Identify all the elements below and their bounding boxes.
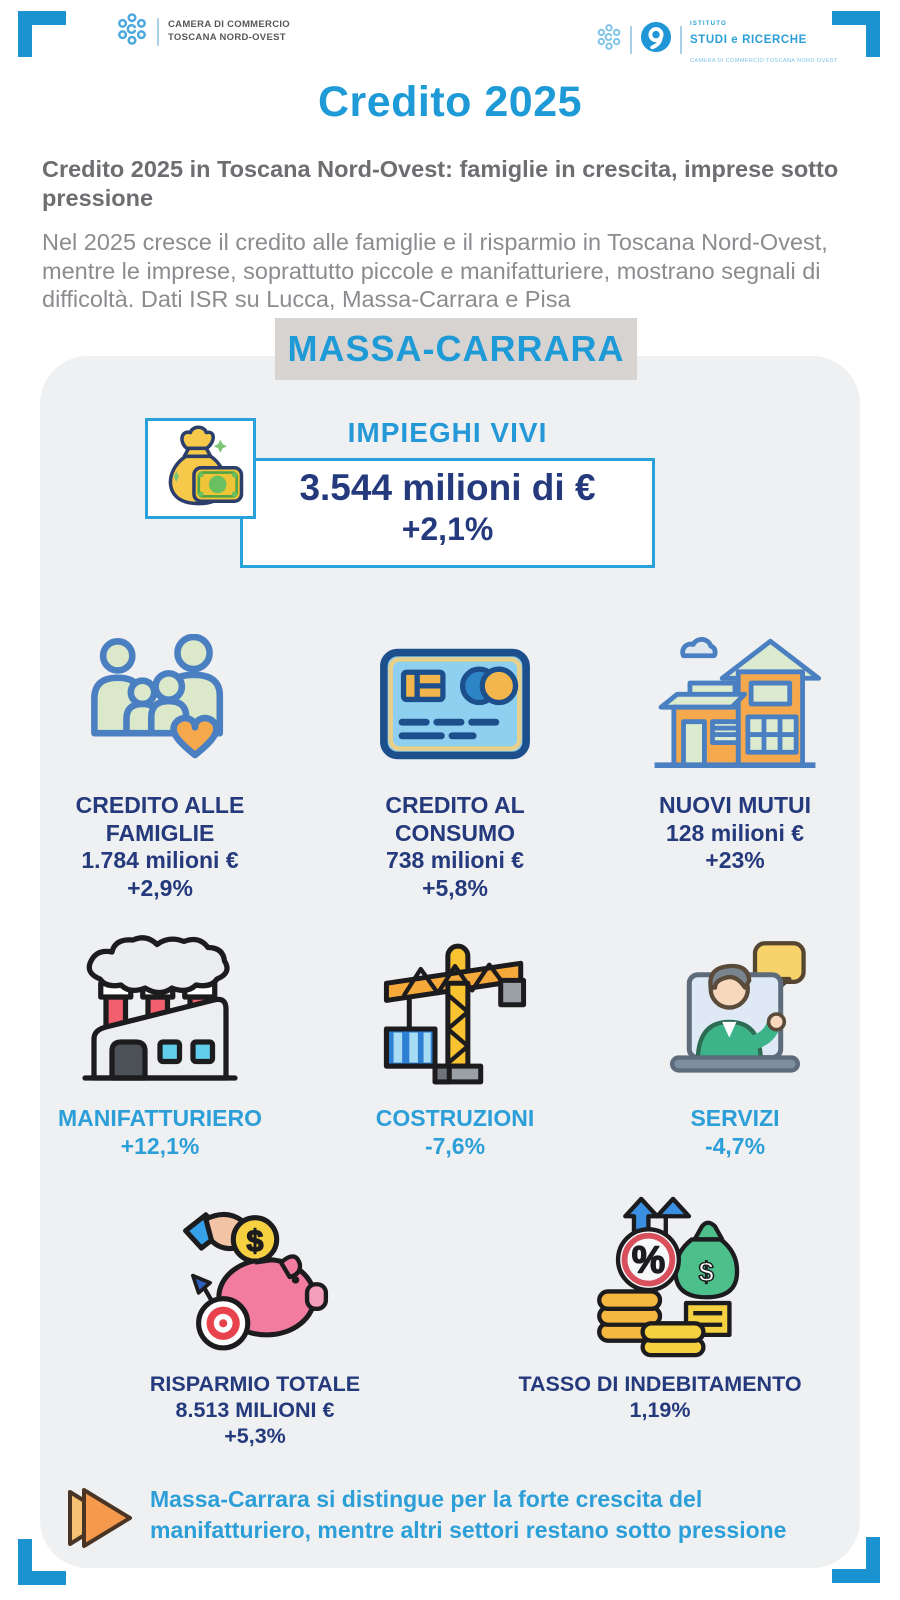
hero-value-box [240, 458, 655, 568]
piggy-bank-icon [95, 1192, 415, 1362]
logo-divider [680, 26, 682, 54]
money-bag-icon [157, 422, 245, 515]
stat-credito-consumo [330, 630, 580, 902]
debt-rate-icon [500, 1192, 820, 1362]
chamber-cluster-icon [116, 12, 148, 51]
chamber-cluster-icon-small [596, 23, 622, 56]
chamber-logo-line2: TOSCANA NORD-OVEST [168, 31, 286, 43]
family-icon [35, 630, 285, 778]
intro-heading: Credito 2025 in Toscana Nord-Ovest: famiglie in crescita, imprese sotto pressione [42, 156, 839, 211]
hero-label: IMPIEGHI VIVI [347, 417, 548, 448]
logo-divider [157, 18, 159, 46]
isr-logo-sub: CAMERA DI COMMERCIO TOSCANA NORD-OVEST [690, 57, 838, 64]
stat-servizi [610, 925, 860, 1160]
footnote-text: Massa-Carrara si distingue per la forte crescita del manifatturiero, mentre altri settori restano sotto pressione [150, 1486, 787, 1544]
isr-spiral-icon [640, 21, 672, 58]
stat-value: 738 milioni € [385, 847, 525, 874]
region-banner: MASSA-CARRARA [275, 318, 637, 380]
stat-label: CREDITO ALLE FAMIGLIE [75, 792, 245, 846]
chamber-logo [116, 12, 290, 51]
stat-label: NUOVI MUTUI [658, 792, 812, 818]
stat-value: 128 milioni € [665, 819, 805, 846]
stat-value: 1,19% [629, 1397, 691, 1422]
stat-credito-famiglie [35, 630, 285, 902]
stat-delta: +5,8% [422, 874, 488, 901]
isr-logo-main: STUDI e RICERCHE [690, 34, 807, 47]
stat-label: COSTRUZIONI [375, 1105, 535, 1131]
house-icon [610, 630, 860, 778]
stat-value: 1.784 milioni € [81, 847, 239, 874]
stat-costruzioni [330, 925, 580, 1160]
stat-delta: +5,3% [224, 1423, 286, 1448]
logo-divider [630, 26, 632, 54]
stat-tasso-indebitamento [500, 1192, 820, 1424]
svg-text:$: $ [698, 1256, 714, 1288]
stat-label: RISPARMIO TOTALE [149, 1372, 361, 1396]
hero-value: 3.544 milioni di € [299, 467, 596, 508]
crane-icon [330, 925, 580, 1093]
stat-risparmio-totale [95, 1192, 415, 1449]
chamber-logo-line1: CAMERA DI COMMERCIO [168, 19, 290, 31]
intro-body: Nel 2025 cresce il credito alle famiglie e il risparmio in Toscana Nord-Ovest, mentre le imprese, soprattutto piccole e manifatturiere, mostrano segnali di difficoltà. Dati ISR su Lucca, Massa-Carrara e Pisa [42, 229, 828, 313]
credit-card-icon [330, 630, 580, 778]
stat-delta: -4,7% [704, 1132, 766, 1159]
double-arrow-icon [62, 1486, 138, 1555]
stat-label: SERVIZI [690, 1105, 780, 1131]
stat-delta: -7,6% [424, 1132, 486, 1159]
hero-delta: +2,1% [401, 511, 494, 547]
stat-delta: +2,9% [127, 874, 193, 901]
corner-bracket-top-right [832, 11, 880, 57]
studi-ricerche-logo [596, 12, 838, 67]
stat-value: 8.513 MILIONI € [175, 1397, 335, 1422]
stat-label: CREDITO AL CONSUMO [385, 792, 525, 846]
stat-nuovi-mutui [610, 630, 860, 875]
corner-bracket-top-left [18, 11, 66, 57]
svg-text:$: $ [246, 1224, 264, 1258]
svg-text:%: % [631, 1238, 666, 1281]
stat-manifatturiero [35, 925, 285, 1160]
stat-delta: +12,1% [120, 1132, 200, 1159]
factory-icon [35, 925, 285, 1093]
stat-label: MANIFATTURIERO [57, 1105, 262, 1131]
isr-logo-top: ISTITUTO [690, 21, 727, 27]
hero-icon-box [145, 418, 256, 519]
stat-delta: +23% [705, 847, 765, 874]
stat-label: TASSO DI INDEBITAMENTO [518, 1372, 802, 1396]
page-title: Credito 2025 [317, 78, 583, 126]
laptop-person-icon [610, 925, 860, 1093]
